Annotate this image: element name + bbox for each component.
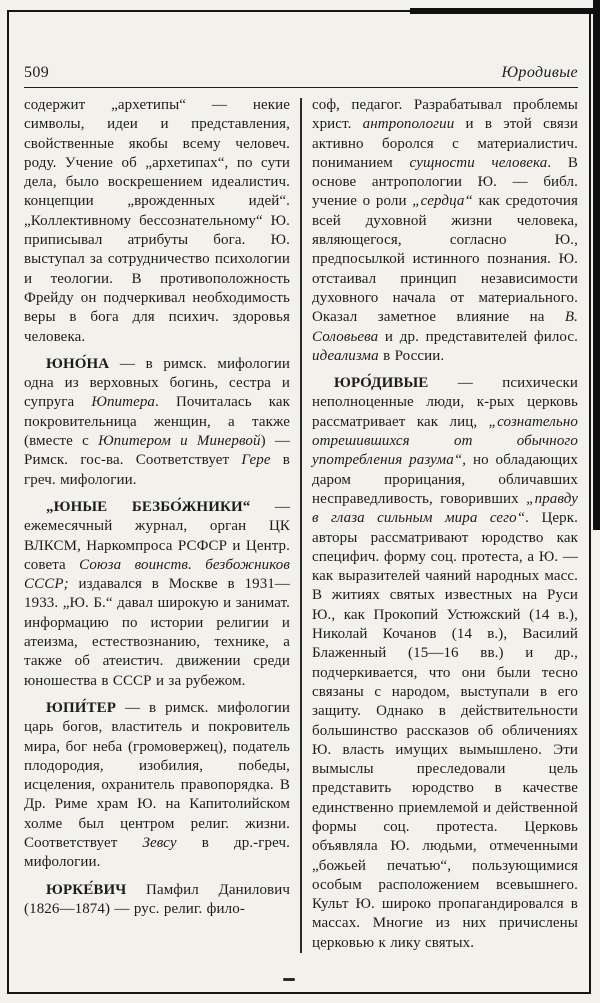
text-segment: идеализма [311,347,379,364]
continuation-paragraph [312,96,578,366]
text-segment: в России. [378,347,445,364]
entry-paragraph [24,355,290,490]
text-segment: Юпитером и Минервой [98,433,261,450]
text-segment: соф, педагог. Разрабатывал проблемы христ. [311,97,578,133]
text-segment: и др. представителей филос. [378,328,578,345]
text-segment: Юпитера [91,394,156,411]
scan-speck [283,978,295,981]
page-content [24,64,578,977]
entry-paragraph [24,498,290,691]
page-header [24,64,578,82]
text-segment: ) — Римск. гос-ва. Соответствует [24,433,290,469]
text-segment: . Почиталась как покровительница женщин, а также (вместе с [24,394,290,450]
text-columns [24,96,578,953]
entry-headword: ЮНО́НА [46,355,110,372]
entry-headword: ЮРКЕ́ВИЧ [46,881,127,898]
text-segment: содержит „архетипы“ — некие символы, идеи и представления, свойственные якобы всему человеч. роду. Учение об „архетипах“, по сути дела, было воскрешением идеалистич. концепции „врожденных идей“. „Коллективному бессознательному“ Ю. приписывал атрибуты бога. Ю. выступал за сотрудничество психологии и теологии. В противоположность Фрейду он подчеркивал необходимость веры в бога для психич. здоровья человека. [24,97,290,345]
text-segment: В. Соловьева [311,309,578,345]
text-segment: „сознательно отрешившихся от обычного употребления разума“ [311,413,578,469]
text-segment: — психически неполноценные люди, к-рых церковь рассматривает как лиц, [311,375,578,430]
text-segment: и в этой связи активно боролся с материалистич. пониманием [311,116,578,171]
continuation-paragraph [24,96,290,347]
text-segment: как средоточия всей духовной жизни человека, являющегося, согласно Ю., предпосылкой истинного познания. Ю. отстаивал принцип независимости духовного начала от материального. Оказал заметное влияние на [311,193,578,326]
entry-headword: „ЮНЫЕ БЕЗБО́ЖНИКИ“ [46,498,251,515]
text-segment: антропологии [362,116,455,133]
entry-paragraph [312,374,578,953]
entry-paragraph [24,699,290,873]
text-segment: , но обладающих даром прорицания, обличавших несправедливость, говоривших [311,452,578,507]
running-title: Юродивые [501,64,578,81]
scan-edge-top [410,8,600,14]
text-segment: „правду в глаза сильным мира сего“ [311,490,578,527]
text-segment: Зевсу [142,834,177,851]
text-segment: сущности человека [409,154,548,171]
text-segment: „сердца“ [412,193,473,210]
scan-edge-right [593,0,600,530]
column-right [312,96,578,953]
text-segment: Союза воинств. безбожников СССР; [24,556,291,593]
text-segment: . Церк. авторы рассматривают юродство как специфич. форму соц. протеста, а Ю. — как выразителей чаяний народных масс. В житиях святых известных на Руси Ю., как Прокопий Устюжский (14 в.), Николай Кочанов (14 в.), Василий Блаженный (15—16 вв.) и др., подчеркивается, что они были тесно связаны с народом, выступали в его защиту. Однако в действительности большинство рассказов об обличениях Ю. власть имущих вымышлено. Эти вымыслы преследовали цель представить юродство в качестве единственно приемлемой и действенной формы соц. протеста. Церковь объявляла Ю. людьми, отмеченными „божьей печатью“, пользующимися особым расположением всевышнего. Культ Ю. широко пропагандировался в массах. Многие из них причислены церковью к лику святых. [311,510,578,951]
entry-headword: ЮПИ́ТЕР [46,699,116,716]
text-segment: издавался в Москве в 1931—1933. „Ю. Б.“ давал широкую и занимат. информацию по истории религии и атеизма, естествознанию, технике, а также об атеистич. движении среди юношества в СССР и за рубежом. [24,576,290,689]
column-left [24,96,290,953]
text-segment: в др.-греч. мифологии. [24,834,291,871]
column-divider [300,98,301,953]
entry-paragraph [24,881,290,920]
text-segment: в греч. мифологии. [24,452,290,488]
entry-headword: ЮРО́ДИВЫЕ [333,375,429,392]
text-segment: Гере [241,452,271,469]
text-segment: Памфил Данилович (1826—1874) — рус. религ. фило- [24,881,290,917]
header-rule [24,87,578,88]
text-segment: — ежемесячный журнал, орган ЦК ВЛКСМ, Наркомпроса РСФСР и Центр. совета [24,498,290,573]
text-segment: . В основе антропологии Ю. — библ. учение о роли [311,154,578,210]
text-segment: — в римск. мифологии царь богов, властитель и покровитель мира, бог неба (громовержец), податель плодородия, изобилия, победы, исцеления, охранитель правопорядка. В Др. Риме храм Ю. на Капитолийском холме был центром религ. жизни. Соответствует [24,699,290,851]
page-number: 509 [24,64,50,81]
text-segment: — в римск. мифологии одна из верховных богинь, сестра и супруга [24,355,290,411]
